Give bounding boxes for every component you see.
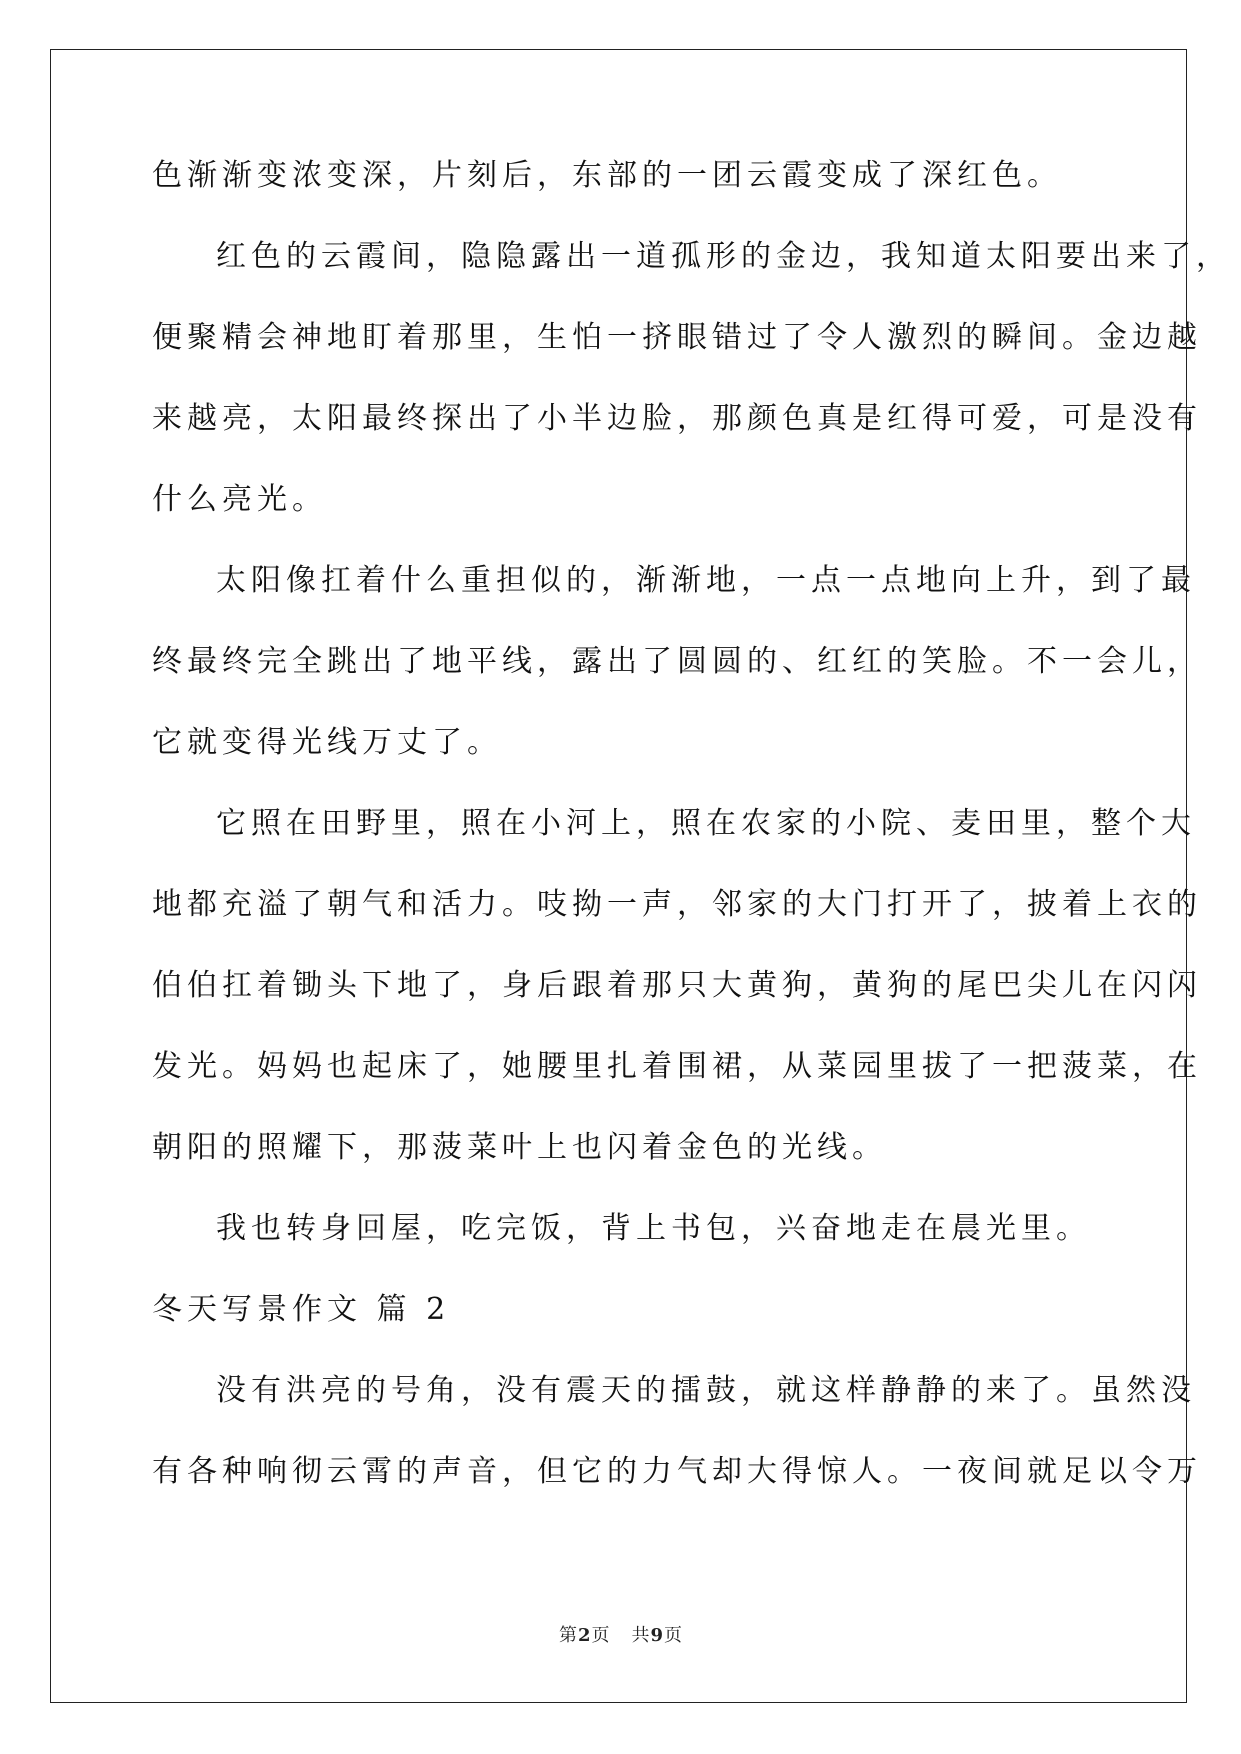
text-line: 便聚精会神地盯着那里，生怕一挤眼错过了令人激烈的瞬间。金边越	[152, 320, 1202, 355]
page-footer	[0, 1621, 1241, 1647]
document-body	[152, 158, 1231, 1537]
paragraph-start-line: 红色的云霞间，隐隐露出一道孤形的金边，我知道太阳要出来了，	[216, 239, 1231, 274]
text-line: 来越亮，太阳最终探出了小半边脸，那颜色真是红得可爱，可是没有	[152, 401, 1202, 436]
total-unit: 页	[664, 1625, 683, 1646]
text-line: 终最终完全跳出了地平线，露出了圆圆的、红红的笑脸。不一会儿，	[152, 644, 1202, 679]
page-unit: 页	[591, 1625, 610, 1646]
text-line: 它就变得光线万丈了。	[152, 725, 502, 760]
page-prefix: 第	[558, 1625, 577, 1646]
text-line: 伯伯扛着锄头下地了，身后跟着那只大黄狗，黄狗的尾巴尖儿在闪闪	[152, 968, 1202, 1003]
text-line: 地都充溢了朝气和活力。吱拗一声，邻家的大门打开了，披着上衣的	[152, 887, 1202, 922]
text-line: 有各种响彻云霄的声音，但它的力气却大得惊人。一夜间就足以令万	[152, 1454, 1202, 1489]
text-line: 色渐渐变浓变深，片刻后，东部的一团云霞变成了深红色。	[152, 158, 1062, 193]
text-line: 发光。妈妈也起床了，她腰里扎着围裙，从菜园里拔了一把菠菜，在	[152, 1049, 1202, 1084]
paragraph-start-line: 我也转身回屋，吃完饭，背上书包，兴奋地走在晨光里。	[216, 1211, 1091, 1246]
page-current: 2	[577, 1625, 591, 1646]
total-prefix: 共	[631, 1625, 650, 1646]
paragraph-start-line: 太阳像扛着什么重担似的，渐渐地，一点一点地向上升，到了最	[216, 563, 1196, 598]
text-line: 什么亮光。	[152, 482, 327, 517]
section-heading: 冬天写景作文 篇 2	[152, 1292, 451, 1327]
paragraph-start-line: 没有洪亮的号角，没有震天的擂鼓，就这样静静的来了。虽然没	[216, 1373, 1196, 1408]
paragraph-start-line: 它照在田野里，照在小河上，照在农家的小院、麦田里，整个大	[216, 806, 1196, 841]
text-line: 朝阳的照耀下，那菠菜叶上也闪着金色的光线。	[152, 1130, 887, 1165]
page-total: 9	[650, 1625, 664, 1646]
